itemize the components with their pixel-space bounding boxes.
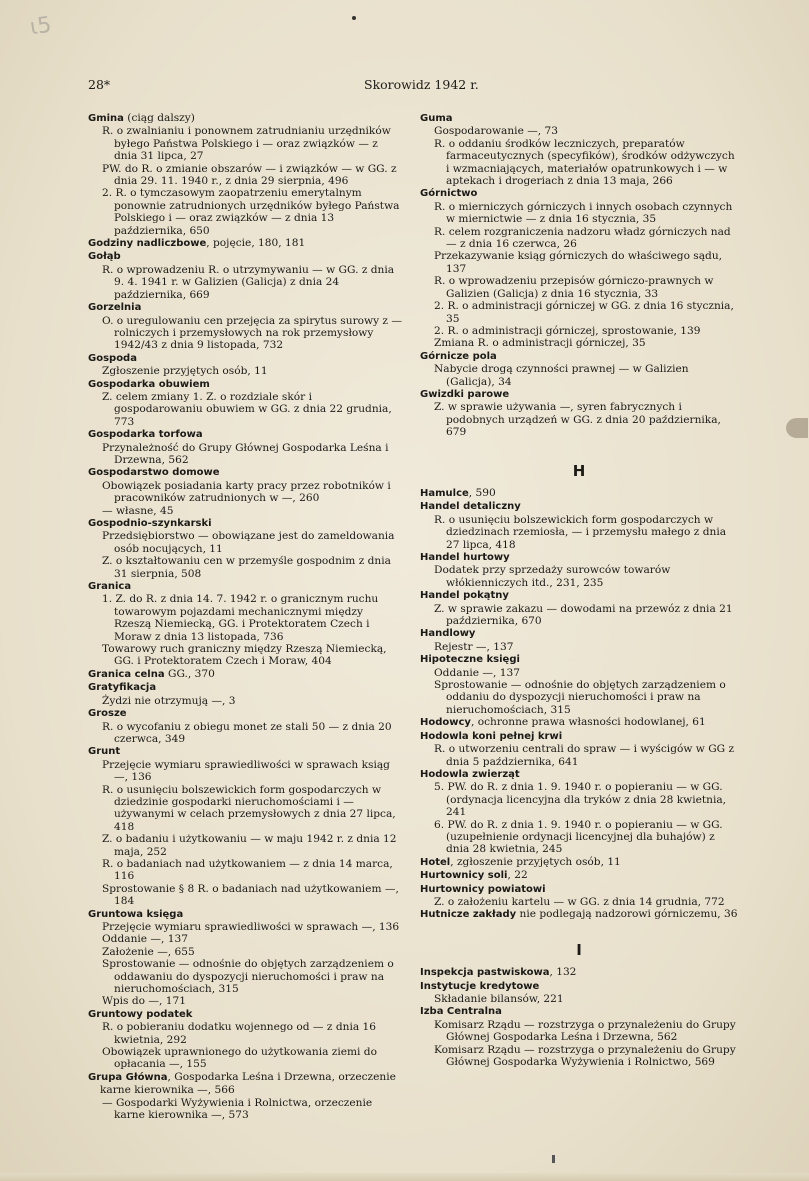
entry-heading-line	[88, 668, 403, 681]
entry-heading-line	[88, 681, 403, 694]
entry-heading-line	[420, 551, 738, 564]
section-letter-i: I	[576, 940, 582, 959]
index-entry	[420, 856, 738, 869]
entry-reference: Gospodarowanie —, 73	[434, 125, 559, 138]
entry-heading-line	[88, 301, 403, 314]
entry-term: Gospodarstwo domowe	[88, 467, 220, 479]
entry-reference: 2. R. o administracji górniczej, sprostowanie, 139	[434, 324, 701, 337]
entry-reference: Oddanie —, 137	[102, 933, 188, 946]
entry-heading-line	[420, 589, 738, 602]
index-entry	[420, 1005, 738, 1068]
index-entry	[88, 428, 403, 466]
entry-term: Guma	[420, 113, 453, 124]
section-i	[420, 966, 738, 1068]
index-entry	[88, 250, 403, 301]
entry-reference: Z. w sprawie zakazu — dowodami na przewóz z dnia 21 października, 670	[434, 602, 733, 628]
entry-reference: Zgłoszenie przyjętych osób, 11	[102, 365, 268, 378]
entry-heading-line	[88, 745, 403, 758]
page-header	[88, 77, 728, 95]
entry-heading-line	[420, 980, 738, 993]
index-entry	[420, 908, 738, 921]
entry-term: Hotel	[420, 856, 451, 868]
index-entry	[420, 388, 738, 439]
entry-term: Gruntowy podatek	[88, 1008, 193, 1020]
entry-reference: Komisarz Rządu — rozstrzyga o przynależeniu do Grupy Głównej Gospodarka Leśna i Drzewna, 562	[434, 1018, 736, 1044]
entry-term: Hodowla zwierząt	[420, 768, 520, 780]
entry-heading-line	[88, 378, 403, 391]
entry-reference: Obowiązek posiadania karty pracy przez robotników i pracowników zatrudnionych w —, 260	[102, 479, 391, 505]
index-entry	[420, 551, 738, 589]
index-entry	[88, 352, 403, 378]
entry-term: Granica celna	[88, 668, 165, 680]
index-entry	[88, 745, 403, 907]
entry-term-suffix: , pojęcie, 180, 181	[206, 237, 306, 250]
entry-term: Gruntowa księga	[88, 908, 184, 920]
entry-term: Hodowcy	[420, 717, 471, 729]
entry-term: Gmina	[88, 113, 124, 124]
index-entry	[88, 466, 403, 517]
index-entry	[88, 668, 403, 681]
paper-stain	[786, 418, 808, 438]
entry-heading-line	[88, 466, 403, 479]
entry-heading-line	[420, 1005, 738, 1018]
entry-heading-line	[88, 250, 403, 263]
entry-reference: Komisarz Rządu — rozstrzyga o przynależeniu do Grupy Głównej Gospodarka Wyżywienia i Rolnictwo, 569	[434, 1043, 736, 1069]
index-entry	[88, 378, 403, 429]
entry-reference: R. o badaniach nad użytkowaniem — z dnia 14 marca, 116	[102, 857, 393, 883]
entry-reference: Zmiana R. o administracji górniczej, 35	[434, 337, 646, 350]
index-entry	[420, 112, 738, 187]
entry-term-suffix: , 590	[468, 486, 496, 499]
entry-reference: R. o oddaniu środków leczniczych, preparatów farmaceutycznych (specyfików), środków odżywczych i wzmacniających, materiałów opatrunkowych i — w aptekach i drogeriach z dnia 13 maja, 266	[434, 137, 735, 188]
entry-term: Hurtownicy powiatowi	[420, 883, 546, 895]
entry-reference: Oddanie —, 137	[434, 666, 520, 679]
entry-heading-line	[420, 350, 738, 363]
running-title: Skorowidz 1942 r.	[364, 77, 479, 92]
index-entry	[420, 627, 738, 653]
entry-heading-line	[420, 716, 738, 729]
entry-term: Izba Centralna	[420, 1006, 502, 1018]
entry-term: Gospodarka torfowa	[88, 429, 203, 441]
entry-term: Gospoda	[88, 352, 137, 364]
entry-reference: O. o uregulowaniu cen przejęcia za spirytus surowy z — rolniczych i przemysłowych na rok przemysłowy 1942/43 z dnia 9 listopada, 732	[102, 314, 402, 352]
entry-reference: R. o utworzeniu centrali do spraw — i wyścigów w GG z dnia 5 października, 641	[434, 743, 735, 768]
entry-reference: 2. R. o tymczasowym zaopatrzeniu emerytalnym ponownie zatrudnionych urzędników byłego Państwa Polskiego i — oraz związków — z dnia 13 października, 650	[102, 187, 400, 237]
index-entry	[420, 768, 738, 856]
entry-term: Handel hurtowy	[420, 552, 510, 563]
entry-term-suffix: , zgłoszenie przyjętych osób, 11	[450, 855, 621, 868]
entry-heading-line	[88, 112, 403, 125]
entry-heading-line	[88, 428, 403, 441]
entry-reference: Przejęcie wymiaru sprawiedliwości w sprawach —, 136	[102, 921, 400, 933]
entry-reference: — Gospodarki Wyżywienia i Rolnictwa, orzeczenie karne kierownika —, 573	[102, 1096, 373, 1122]
index-entry	[420, 716, 738, 729]
entry-reference: Przejęcie wymiaru sprawiedliwości w sprawach ksiąg —, 136	[102, 758, 390, 784]
index-entry	[420, 980, 738, 1006]
pencil-scribble: ɩ5	[28, 12, 54, 41]
index-entry	[88, 707, 403, 745]
entry-reference: Z. o kształtowaniu cen w przemyśle gospodnim z dnia 31 sierpnia, 508	[102, 555, 391, 580]
index-entry	[420, 883, 738, 909]
entry-heading-line	[88, 352, 403, 365]
entry-heading-line	[420, 869, 738, 882]
entry-reference: Sprostowanie — odnośnie do objętych zarządzeniem o oddawaniu do dyspozycji nieruchomości i praw na nieruchomościach, 315	[102, 958, 394, 996]
entry-reference: Z. celem zmiany 1. Z. o rozdziale skór i gospodarowaniu obuwiem w GG. z dnia 22 grudnia, 773	[102, 390, 392, 428]
entry-term: Grosze	[88, 708, 127, 720]
entry-heading-line	[88, 707, 403, 720]
entry-reference: 2. R. o administracji górniczej w GG. z dnia 16 stycznia, 35	[434, 300, 734, 325]
entry-term: Hipoteczne księgi	[420, 654, 520, 666]
entry-heading-line	[420, 112, 738, 125]
index-entry	[420, 966, 738, 979]
index-entry	[88, 681, 403, 707]
entry-reference: R. o zwalnianiu i ponownem zatrudnianiu urzędników byłego Państwa Polskiego i — oraz związków — z dnia 31 lipca, 27	[102, 125, 391, 163]
entry-reference: Przynależność do Grupy Głównej Gospodarka Leśna i Drzewna, 562	[102, 441, 389, 466]
index-column-right	[420, 112, 738, 1068]
entry-reference: Założenie —, 655	[102, 945, 195, 958]
entry-reference: — własne, 45	[102, 504, 174, 517]
entry-heading-line	[88, 1071, 403, 1097]
entry-heading-line	[420, 500, 738, 513]
entry-term: Godziny nadliczbowe	[88, 238, 207, 250]
entry-term: Instytucje kredytowe	[420, 980, 540, 992]
entry-term: Gospodnio-szynkarski	[88, 518, 212, 529]
entry-heading-line	[88, 580, 403, 593]
entry-reference: R. o usunięciu bolszewickich form gospodarczych w dziedzinie gospodarki nieruchomościami i — używanymi w celach przemysłowych z dnia 27 lipca, 418	[102, 783, 396, 833]
entry-reference: Sprostowanie § 8 R. o badaniach nad użytkowaniem —, 184	[102, 882, 399, 908]
entry-reference: 6. PW. do R. z dnia 1. 9. 1940 r. o popieraniu — w GG. (uzupełnienie ordynacji licencyjnej dla buhajów) z dnia 28 kwietnia, 245	[434, 818, 723, 856]
index-column-left	[88, 112, 403, 1122]
index-entry	[88, 580, 403, 668]
page-number: 28*	[88, 77, 111, 92]
entry-term-suffix: GG., 370	[164, 667, 215, 680]
entry-reference: R. celem rozgraniczenia nadzoru władz górniczych nad — z dnia 16 czerwca, 26	[434, 225, 731, 251]
entry-heading-line	[420, 966, 738, 979]
entry-reference: Towarowy ruch graniczny między Rzeszą Niemiecką, GG. i Protektoratem Czech i Moraw, 404	[102, 643, 387, 668]
index-entry	[420, 730, 738, 768]
ink-spot	[352, 16, 356, 20]
index-entry	[420, 589, 738, 627]
entry-heading-line	[88, 237, 403, 250]
entry-term-suffix: , Gospodarka Leśna i Drzewna, orzeczenie karne kierownika —, 566	[100, 1070, 396, 1097]
entry-term-suffix: , ochronne prawa własności hodowlanej, 61	[470, 716, 706, 729]
entry-reference: R. o wprowadzeniu R. o utrzymywaniu — w GG. z dnia 9. 4. 1941 r. w Galizien (Galicja) z dnia 24 października, 669	[102, 263, 395, 301]
entry-heading-line	[420, 908, 738, 921]
entry-reference: R. o wycofaniu z obiegu monet ze stali 50 — z dnia 20 czerwca, 349	[102, 720, 392, 745]
entry-reference: Przekazywanie ksiąg górniczych do właściwego sądu, 137	[434, 250, 723, 275]
entry-term: Hamulce	[420, 487, 469, 499]
entry-heading-line	[420, 187, 738, 200]
entry-term: Górnictwo	[420, 188, 478, 200]
entry-heading-line	[88, 1008, 403, 1021]
paper-edge	[0, 1173, 809, 1181]
entry-term-suffix: nie podlegają nadzorowi górniczemu, 36	[516, 908, 738, 921]
entry-reference: Z. w sprawie używania —, syren fabrycznych i podobnych urządzeń w GG. z dnia 20 października, 679	[434, 401, 721, 439]
entry-reference: Obowiązek uprawnionego do użytkowania ziemi do opłacania —, 155	[102, 1046, 377, 1071]
index-entry	[420, 487, 738, 500]
entry-reference: 5. PW. do R. z dnia 1. 9. 1940 r. o popieraniu — w GG. (ordynacja licencyjna dla tryków z dnia 28 kwietnia, 241	[434, 781, 727, 819]
entry-term: Handlowy	[420, 628, 476, 640]
entry-term: Granica	[88, 581, 132, 593]
index-entry	[88, 517, 403, 580]
entry-heading-line	[420, 653, 738, 666]
index-entry	[88, 237, 403, 250]
entry-heading-line	[420, 627, 738, 640]
section-g-continued	[420, 112, 738, 439]
entry-term: Gwizdki parowe	[420, 388, 510, 400]
entry-term: Gorzelnia	[88, 302, 142, 314]
index-entry	[88, 1008, 403, 1071]
entry-reference: Z. o założeniu kartelu — w GG. z dnia 14 grudnia, 772	[434, 895, 725, 908]
index-entry	[88, 112, 403, 237]
entry-term-suffix: (ciąg dalszy)	[123, 112, 195, 124]
entry-term: Grupa Główna	[88, 1071, 168, 1083]
entry-reference: Składanie bilansów, 221	[434, 993, 564, 1005]
index-entry	[88, 908, 403, 1008]
entry-reference: Wpis do —, 171	[102, 995, 186, 1008]
entry-term: Gospodarka obuwiem	[88, 378, 210, 390]
entry-reference: R. o usunięciu bolszewickich form gospodarczych w dziedzinach rzemiosła, — i przemysłu małego z dnia 27 lipca, 418	[434, 513, 727, 551]
index-entry	[88, 301, 403, 352]
entry-reference: R. o wprowadzeniu przepisów górniczo-prawnych w Galizien (Galicja) z dnia 16 stycznia, 33	[434, 275, 714, 300]
entry-reference: Z. o badaniu i użytkowaniu — w maju 1942 r. z dnia 12 maja, 252	[102, 833, 397, 858]
index-entry	[420, 869, 738, 882]
index-entry	[420, 653, 738, 716]
section-letter-h: H	[572, 461, 586, 480]
entry-term: Gołąb	[88, 251, 121, 263]
entry-heading-line	[420, 768, 738, 781]
entry-heading-line	[420, 856, 738, 869]
entry-heading-line	[420, 388, 738, 401]
entry-term: Górnicze pola	[420, 350, 497, 362]
entry-term-suffix: , 132	[549, 966, 577, 979]
index-entry	[420, 350, 738, 388]
entry-heading-line	[420, 730, 738, 743]
entry-term-suffix: , 22	[507, 869, 528, 882]
entry-reference: R. o mierniczych górniczych i innych osobach czynnych w miernictwie — z dnia 16 stycznia, 35	[434, 200, 733, 226]
entry-term: Hutnicze zakłady	[420, 909, 517, 921]
entry-reference: R. o pobieraniu dodatku wojennego od — z dnia 16 kwietnia, 292	[102, 1021, 376, 1046]
entry-reference: PW. do R. o zmianie obszarów — i związków — w GG. z dnia 29. 11. 1940 r., z dnia 29 sierpnia, 496	[102, 162, 397, 188]
entry-heading-line	[88, 908, 403, 921]
entry-reference: Nabycie drogą czynności prawnej — w Galizien (Galicja), 34	[434, 363, 689, 388]
ink-mark	[552, 1155, 555, 1163]
section-h	[420, 487, 738, 922]
entry-reference: 1. Z. do R. z dnia 14. 7. 1942 r. o granicznym ruchu towarowym pojazdami mechanicznymi między Rzeszą Niemiecką, GG. i Protektoratem Czech i Moraw z dnia 13 listopada, 736	[102, 593, 379, 643]
index-entry	[420, 187, 738, 349]
entry-term: Inspekcja pastwiskowa	[420, 967, 550, 979]
entry-reference: Żydzi nie otrzymują —, 3	[102, 694, 236, 707]
entry-heading-line	[420, 487, 738, 500]
entry-heading-line	[88, 517, 403, 530]
entry-term: Handel pokątny	[420, 590, 509, 602]
entry-term: Hurtownicy soli	[420, 870, 508, 882]
entry-reference: Dodatek przy sprzedaży surowców towarów włókienniczych itd., 231, 235	[434, 564, 671, 589]
entry-term: Handel detaliczny	[420, 501, 521, 513]
index-entry	[420, 500, 738, 551]
entry-reference: Rejestr —, 137	[434, 640, 514, 653]
index-entry	[88, 1071, 403, 1122]
entry-term: Grunt	[88, 746, 121, 758]
entry-term: Gratyfikacja	[88, 682, 157, 694]
entry-term: Hodowla koni pełnej krwi	[420, 730, 563, 742]
entry-heading-line	[420, 883, 738, 896]
entry-reference: Przedsiębiorstwo — obowiązane jest do zameldowania osób nocujących, 11	[102, 530, 395, 555]
entry-reference: Sprostowanie — odnośnie do objętych zarządzeniem o oddaniu do dyspozycji nieruchomości i praw na nieruchomościach, 315	[434, 679, 726, 716]
